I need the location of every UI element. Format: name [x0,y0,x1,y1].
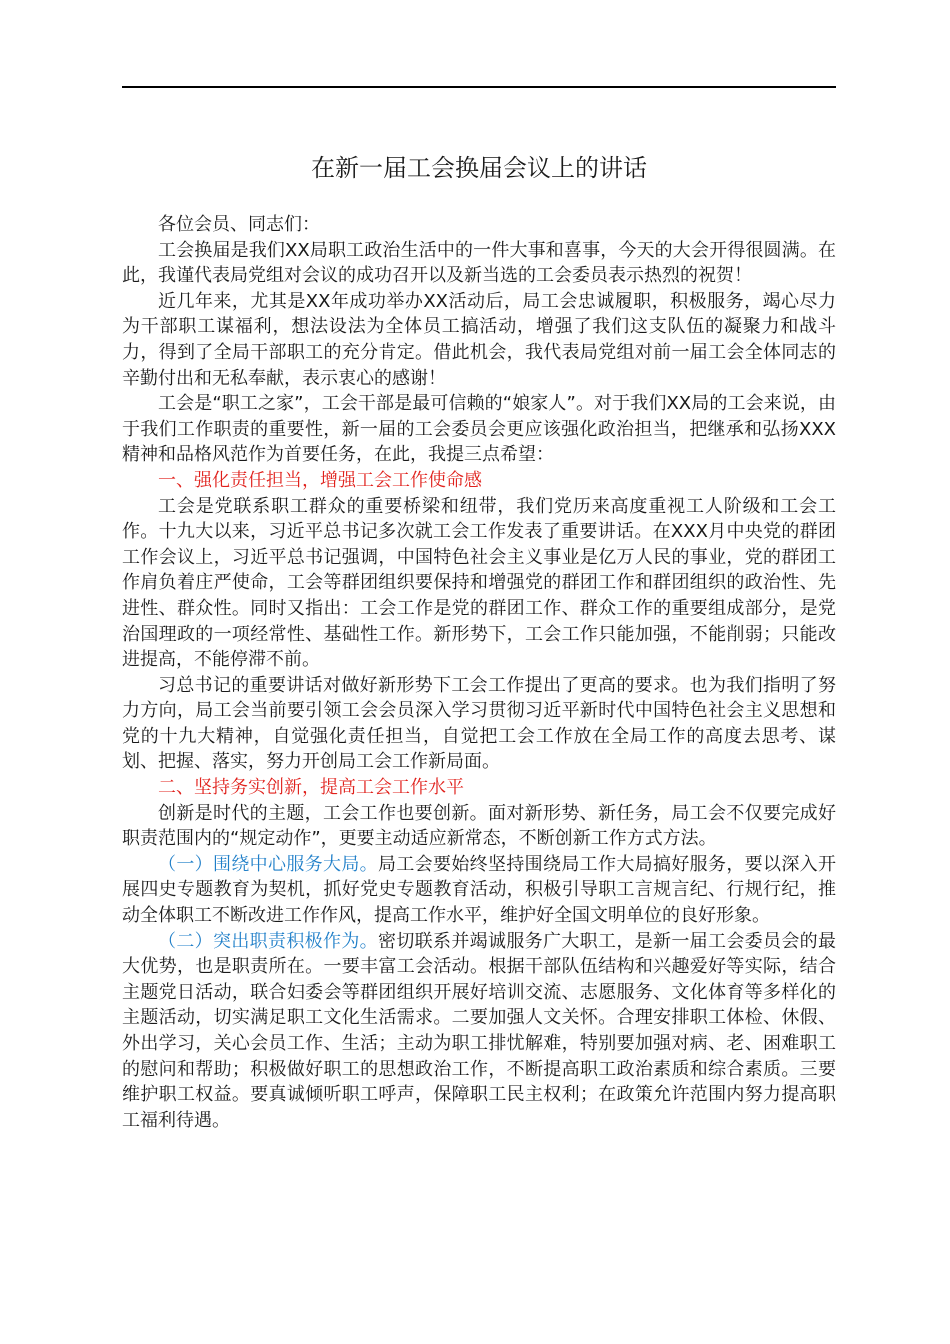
document-title: 在新一届工会换届会议上的讲话 [311,154,647,182]
paragraph-1: 工会换届是我们XX局职工政治生活中的一件大事和喜事，今天的大会开得很圆满。在此，我谨代表局党组对会议的成功召开以及新当选的工会委员表示热烈的祝贺！ [122,239,836,287]
paragraph-6: 创新是时代的主题，工会工作也要创新。面对新形势、新任务，局工会不仅要完成好职责范围内的“规定动作”，更要主动适应新常态，不断创新工作方式方法。 [122,802,836,850]
header-rule [122,86,836,88]
document-body [122,212,836,1133]
subsection-heading-1: （一）围绕中心服务大局。 [158,853,378,875]
paragraph-3: 工会是“职工之家”，工会干部是最可信赖的“娘家人”。对于我们XX局的工会来说，由于我们工作职责的重要性，新一届的工会委员会更应该强化政治担当，把继承和弘扬XXX精神和品格风范作为首要任务，在此，我提三点希望： [122,393,836,466]
subsection-text-2: 密切联系并竭诚服务广大职工，是新一届工会委员会的最大优势，也是职责所在。一要丰富工会活动。根据干部队伍结构和兴趣爱好等实际，结合主题党日活动，联合妇委会等群团组织开展好培训交流、志愿服务、文化体育等多样化的主题活动，切实满足职工文化生活需求。二要加强人文关怀。合理安排职工体检、休假、外出学习，关心会员工作、生活；主动为职工排忧解难，特别要加强对病、老、困难职工的慰问和帮助；积极做好职工的思想政治工作，不断提高职工政治素质和综合素质。三要维护职工权益。要真诚倾听职工呼声，保障职工民主权利；在政策允许范围内努力提高职工福利待遇。 [122,930,836,1131]
subsection-1 [122,852,836,929]
salutation: 各位会员、同志们： [158,214,320,235]
section-heading-2: 二、坚持务实创新，提高工会工作水平 [158,777,464,799]
paragraph-5: 习总书记的重要讲话对做好新形势下工会工作提出了更高的要求。也为我们指明了努力方向，局工会当前要引领工会会员深入学习贯彻习近平新时代中国特色社会主义思想和党的十九大精神，自觉强化责任担当，自觉把工会工作放在全局工作的高度去思考、谋划、把握、落实，努力开创局工会工作新局面。 [122,674,836,773]
subsection-heading-2: （二）突出职责积极作为。 [158,930,378,952]
section-heading-1: 一、强化责任担当，增强工会工作使命感 [158,469,482,491]
paragraph-4: 工会是党联系职工群众的重要桥梁和纽带，我们党历来高度重视工人阶级和工会工作。十九大以来，习近平总书记多次就工会工作发表了重要讲话。在XXX月中央党的群团工作会议上，习近平总书记强调，中国特色社会主义事业是亿万人民的事业，党的群团工作肩负着庄严使命，工会等群团组织要保持和增强党的群团工作和群团组织的政治性、先进性、群众性。同时又指出：工会工作是党的群团工作、群众工作的重要组成部分，是党治国理政的一项经常性、基础性工作。新形势下，工会工作只能加强，不能削弱；只能改进提高，不能停滞不前。 [122,495,836,671]
subsection-text-1: 局工会要始终坚持围绕局工作大局搞好服务，要以深入开展四史专题教育为契机，抓好党史专题教育活动，积极引导职工言规言纪、行规行纪，推动全体职工不断改进工作作风，提高工作水平，维护好全国文明单位的良好形象。 [122,853,836,927]
paragraph-2: 近几年来，尤其是XX年成功举办XX活动后，局工会忠诚履职，积极服务，竭心尽力为干部职工谋福利，想法设法为全体员工搞活动，增强了我们这支队伍的凝聚力和战斗力，得到了全局干部职工的充分肯定。借此机会，我代表局党组对前一届工会全体同志的辛勤付出和无私奉献，表示衷心的感谢！ [122,290,836,389]
subsection-2 [122,929,836,1134]
